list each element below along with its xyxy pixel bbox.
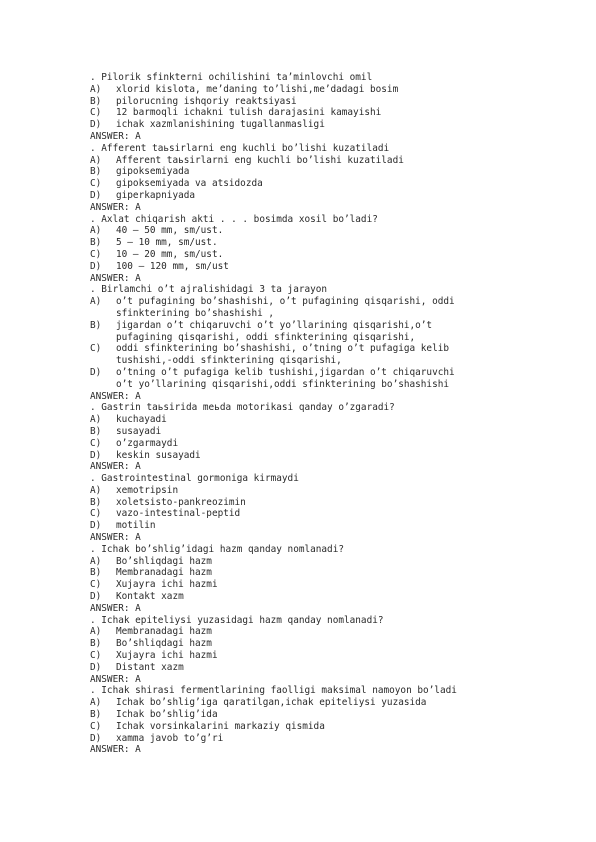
option-letter: B) <box>90 166 102 178</box>
option-letter: C) <box>90 248 102 260</box>
answer-option <box>90 697 570 709</box>
option-letter: A) <box>90 225 102 237</box>
option-text: Membranadagi hazm <box>116 567 212 579</box>
option-text: Ichak vorsinkalarini markaziy qismida <box>116 720 325 732</box>
answer-option <box>90 497 570 509</box>
question-block <box>90 544 570 615</box>
option-text: Xujayra ichi hazmi <box>116 650 218 662</box>
option-text: 100 – 120 mm, sm/ust <box>116 260 229 272</box>
option-text: Ichak bo’shlig’ida <box>116 709 218 721</box>
option-letter <box>90 308 116 320</box>
question-text: . Afferent taьsirlarni eng kuchli bo’lishi kuzatiladi <box>90 142 390 154</box>
option-text: Membranadagi hazm <box>116 626 212 638</box>
option-text: keskin susayadi <box>116 449 201 461</box>
answer-option <box>90 591 570 603</box>
option-letter: C) <box>90 579 102 591</box>
option-text: o’zgarmaydi <box>116 437 179 449</box>
answer-option <box>90 626 570 638</box>
answer-key: ANSWER: A <box>90 461 141 473</box>
answer-option <box>90 96 570 108</box>
option-text: tushishi,-oddi sfinkterining qisqarishi, <box>116 355 342 367</box>
question-block <box>90 615 570 686</box>
answer-option <box>90 721 570 733</box>
question-text: . Ichak epiteliysi yuzasidagi hazm qanday nomlanadi? <box>90 614 384 626</box>
option-text: ichak xazmlanishining tugallanmasligi <box>116 119 325 131</box>
answer-key: ANSWER: A <box>90 390 141 402</box>
option-letter: C) <box>90 107 102 119</box>
answer-option <box>90 662 570 674</box>
answer-option <box>90 119 570 131</box>
question-block <box>90 685 570 756</box>
option-letter: D) <box>90 520 102 532</box>
answer-key: ANSWER: A <box>90 130 141 142</box>
option-letter: C) <box>90 343 102 355</box>
answer-option <box>90 650 570 662</box>
option-text: 10 – 20 mm, sm/ust. <box>116 248 224 260</box>
option-text: Bo’shliqdagi hazm <box>116 555 212 567</box>
option-text: o’t yo’llarining qisqarishi,oddi sfinkterining bo’shashishi <box>116 378 450 390</box>
option-text: giperkapniyada <box>116 189 196 201</box>
option-letter: D) <box>90 591 102 603</box>
answer-option <box>90 308 570 320</box>
option-letter: A) <box>90 414 102 426</box>
question-block <box>90 473 570 544</box>
option-text: xamma javob to’g’ri <box>116 732 224 744</box>
option-text: vazo-intestinal-peptid <box>116 508 241 520</box>
answer-option <box>90 556 570 568</box>
option-letter: B) <box>90 95 102 107</box>
option-letter <box>90 332 116 344</box>
answer-option <box>90 166 570 178</box>
question-text: . Ichak shirasi fermentlarining faolligi maksimal namoyon bo’ladi <box>90 685 457 697</box>
answer-option <box>90 414 570 426</box>
answer-option <box>90 343 570 355</box>
option-letter: C) <box>90 650 102 662</box>
option-letter: A) <box>90 484 102 496</box>
answer-option <box>90 567 570 579</box>
answer-option <box>90 249 570 261</box>
question-block <box>90 402 570 473</box>
option-letter: C) <box>90 720 102 732</box>
option-text: kuchayadi <box>116 414 167 426</box>
answer-option <box>90 84 570 96</box>
option-letter <box>90 379 116 391</box>
answer-option <box>90 367 570 379</box>
option-letter: D) <box>90 366 102 378</box>
option-text: gipoksemiyada va atsidozda <box>116 178 263 190</box>
answer-option <box>90 508 570 520</box>
answer-key: ANSWER: A <box>90 673 141 685</box>
option-text: Ichak bo’shlig’iga qaratilgan,ichak epiteliysi yuzasida <box>116 697 427 709</box>
option-letter: A) <box>90 626 102 638</box>
option-text: Bo’shliqdagi hazm <box>116 638 212 650</box>
question-block <box>90 72 570 143</box>
option-letter: D) <box>90 260 102 272</box>
question-block <box>90 214 570 285</box>
option-letter: D) <box>90 732 102 744</box>
option-text: jigardan o’t chiqaruvchi o’t yo’llarining qisqarishi,o’t <box>116 319 433 331</box>
option-text: 12 barmoqli ichakni tulish darajasini kamayishi <box>116 107 382 119</box>
answer-key: ANSWER: A <box>90 744 141 756</box>
answer-option <box>90 485 570 497</box>
answer-option <box>90 190 570 202</box>
answer-option <box>90 579 570 591</box>
option-letter: A) <box>90 154 102 166</box>
answer-option <box>90 178 570 190</box>
option-letter: A) <box>90 83 102 95</box>
option-text: piloruсning ishqoriy reaktsiyasi <box>116 95 297 107</box>
answer-option <box>90 520 570 532</box>
option-text: motilin <box>116 520 156 532</box>
option-text: Kontakt xazm <box>116 591 184 603</box>
answer-option <box>90 450 570 462</box>
option-text: Distant xazm <box>116 661 184 673</box>
answer-option <box>90 733 570 745</box>
question-text: . Ichak bo’shlig’idagi hazm qanday nomlanadi? <box>90 543 344 555</box>
answer-option <box>90 379 570 391</box>
option-text: susayadi <box>116 425 162 437</box>
answer-key: ANSWER: A <box>90 532 141 544</box>
option-letter: B) <box>90 425 102 437</box>
option-letter: B) <box>90 709 102 721</box>
option-text: xlorid kislota, me’daning to’lishi,me’dadagi bosim <box>116 83 399 95</box>
answer-option <box>90 638 570 650</box>
question-block <box>90 284 570 402</box>
option-letter: B) <box>90 319 102 331</box>
option-text: oddi sfinkterining bo’shashishi, o’tning o’t pufagiga kelib <box>116 343 450 355</box>
option-text: xoletsisto-pankreozimin <box>116 496 246 508</box>
answer-key: ANSWER: A <box>90 201 141 213</box>
option-letter: D) <box>90 189 102 201</box>
option-letter: A) <box>90 697 102 709</box>
answer-option <box>90 155 570 167</box>
option-letter: B) <box>90 237 102 249</box>
option-letter: C) <box>90 178 102 190</box>
option-text: o’tning o’t pufagiga kelib tushishi,jigardan o’t chiqaruvchi <box>116 366 455 378</box>
option-text: pufagining qisqarishi, oddi sfinkterining qisqarishi, <box>116 331 416 343</box>
option-text: xemotripsin <box>116 484 179 496</box>
question-text: . Pilorik sfinkterni ochilishini ta’minlovchi omil <box>90 72 373 83</box>
answer-key: ANSWER: A <box>90 602 141 614</box>
option-letter: C) <box>90 437 102 449</box>
answer-option <box>90 107 570 119</box>
option-text: o’t pufagining bo’shashishi, o’t pufagining qisqarishi, oddi <box>116 296 455 308</box>
question-text: . Birlamchi o’t ajralishidagi 3 ta jarayon <box>90 284 328 296</box>
answer-option <box>90 355 570 367</box>
answer-option <box>90 225 570 237</box>
option-letter: B) <box>90 496 102 508</box>
document-page <box>90 72 570 756</box>
option-text: Afferent taьsirlarni eng kuchli bo’lishi kuzatiladi <box>116 154 404 166</box>
question-text: . Axlat chiqarish akti . . . bosimda xosil bo’ladi? <box>90 213 378 225</box>
answer-option <box>90 438 570 450</box>
question-text: . Gastrointestinal gormoniga kirmaydi <box>90 473 299 485</box>
option-text: sfinkterining bo’shashishi , <box>116 307 275 319</box>
option-text: Xujayra ichi hazmi <box>116 579 218 591</box>
answer-option <box>90 237 570 249</box>
option-letter: A) <box>90 555 102 567</box>
question-text: . Gastrin taьsirida meьda motorikasi qanday o’zgaradi? <box>90 402 395 414</box>
answer-option <box>90 426 570 438</box>
answer-key: ANSWER: A <box>90 272 141 284</box>
option-letter: B) <box>90 638 102 650</box>
option-letter: A) <box>90 296 102 308</box>
answer-option <box>90 296 570 308</box>
option-letter: B) <box>90 567 102 579</box>
answer-option <box>90 261 570 273</box>
option-text: 40 – 50 mm, sm/ust. <box>116 225 224 237</box>
option-letter: D) <box>90 661 102 673</box>
option-letter <box>90 355 116 367</box>
option-text: gipoksemiyada <box>116 166 190 178</box>
question-block <box>90 143 570 214</box>
answer-option <box>90 320 570 332</box>
answer-option <box>90 709 570 721</box>
option-text: 5 – 10 mm, sm/ust. <box>116 237 218 249</box>
option-letter: C) <box>90 508 102 520</box>
option-letter: D) <box>90 449 102 461</box>
answer-option <box>90 332 570 344</box>
option-letter: D) <box>90 119 102 131</box>
